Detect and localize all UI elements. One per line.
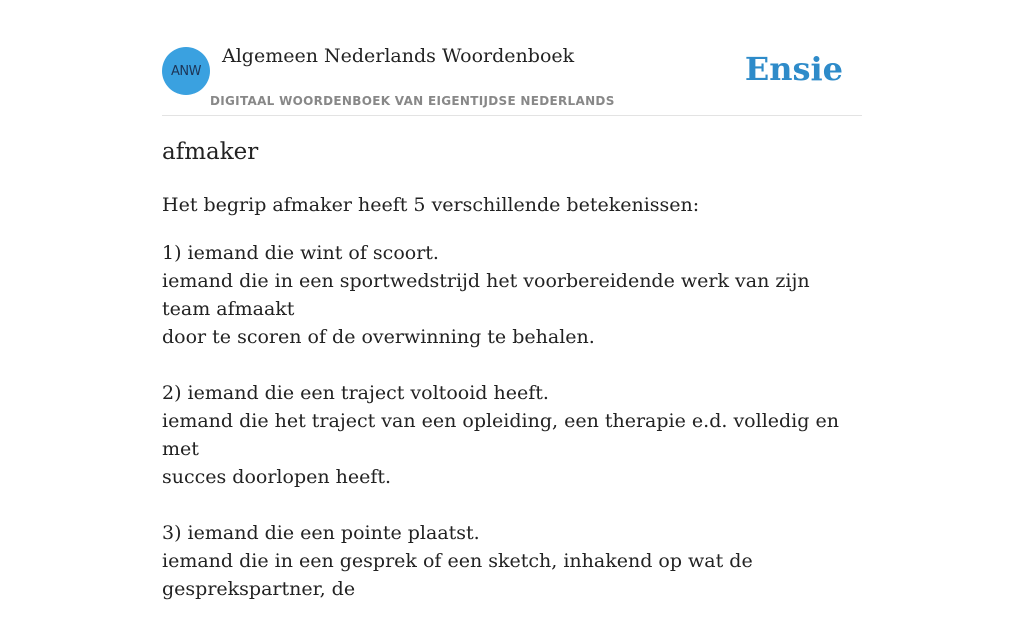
meaning-definition-line: door te scoren of de overwinning te behalen. — [162, 326, 595, 348]
meaning-heading: 1) iemand die wint of scoort. — [162, 242, 439, 264]
meaning-item — [162, 379, 862, 491]
site-title[interactable]: Algemeen Nederlands Woordenboek — [222, 45, 575, 67]
meaning-item — [162, 519, 862, 603]
meaning-definition-line: iemand die in een sportwedstrijd het voorbereidende werk van zijn team afmaakt — [162, 270, 810, 320]
site-subtitle: DIGITAAL WOORDENBOEK VAN EIGENTIJDSE NEDERLANDS — [210, 94, 615, 108]
meaning-heading: 2) iemand die een traject voltooid heeft. — [162, 382, 549, 404]
meaning-definition-line: succes doorlopen heeft. — [162, 466, 392, 488]
ensie-brand-logo[interactable]: Ensie — [744, 50, 843, 88]
meanings-list — [162, 239, 862, 631]
meaning-item — [162, 239, 862, 351]
meaning-definition-line: iemand die in een gesprek of een sketch, inhakend op wat de gesprekspartner, de — [162, 550, 753, 600]
intro-text: Het begrip afmaker heeft 5 verschillende betekenissen: — [162, 194, 700, 216]
anw-logo-text: ANW — [171, 63, 201, 79]
header-divider — [162, 115, 862, 116]
meaning-definition-line: iemand die het traject van een opleiding, een therapie e.d. volledig en met — [162, 410, 839, 460]
meaning-heading: 3) iemand die een pointe plaatst. — [162, 522, 480, 544]
page-title: afmaker — [162, 139, 259, 165]
anw-logo[interactable] — [162, 47, 210, 95]
